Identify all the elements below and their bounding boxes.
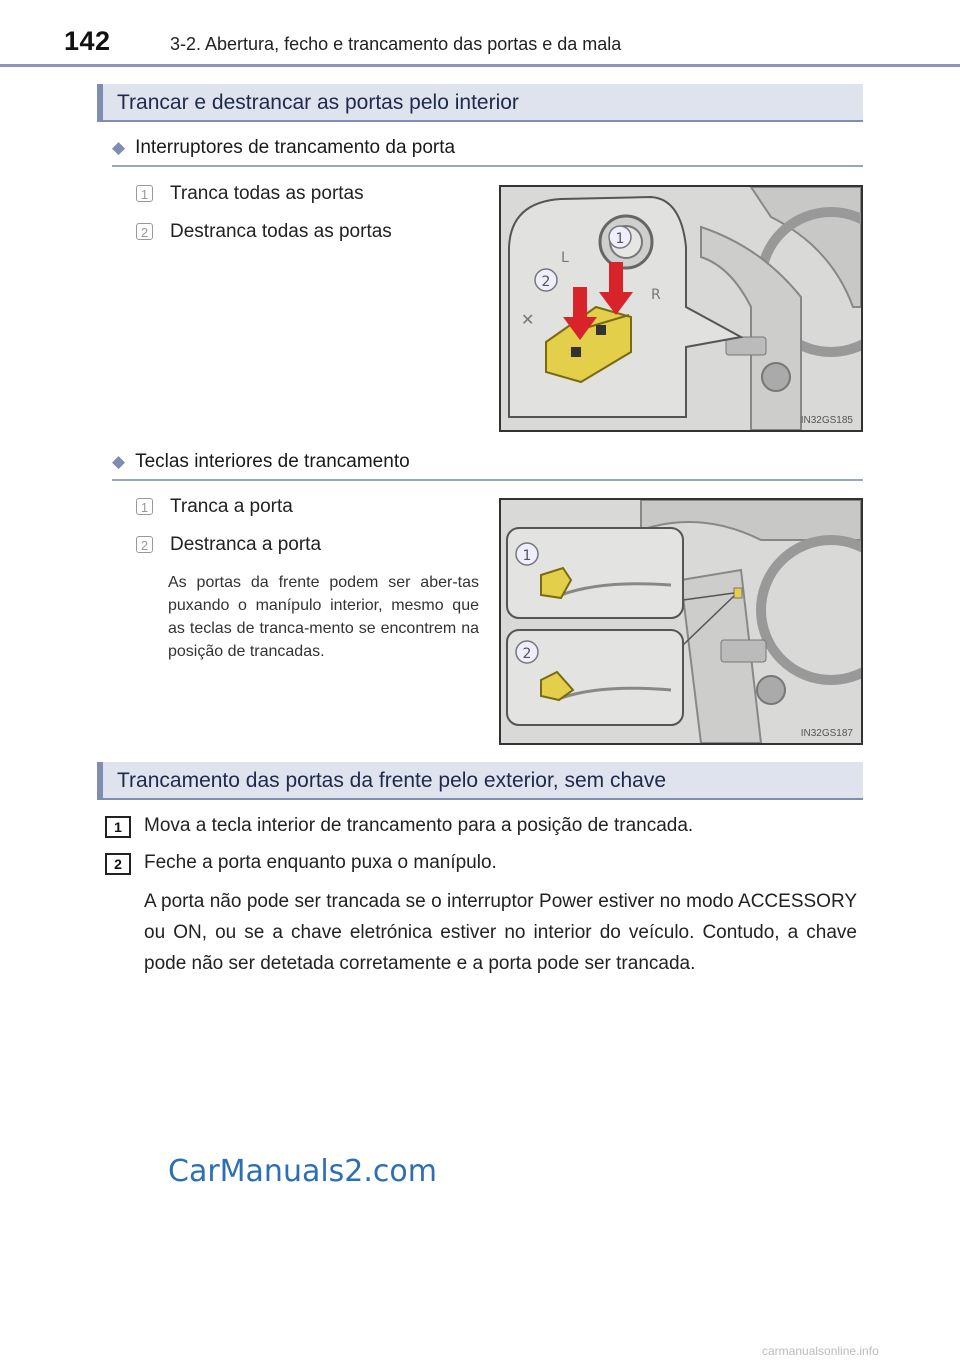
step-text: Feche a porta enquanto puxa o manípulo. (144, 852, 497, 873)
figure-callout: 1 (615, 231, 625, 247)
diamond-icon: ◆ (112, 452, 126, 471)
legend-number: 1 (136, 185, 153, 202)
section-title: Trancar e destrancar as portas pelo interior (117, 91, 519, 114)
legend-number: 2 (136, 223, 153, 240)
header-rule (0, 64, 960, 67)
diamond-icon: ◆ (112, 138, 126, 157)
section-title: Trancamento das portas da frente pelo exterior, sem chave (117, 769, 667, 792)
subheading-rule (112, 479, 863, 481)
note-text: As portas da frente podem ser aber-tas puxando o manípulo interior, mesmo que as teclas de tranca-mento se encontrem na posição de trancadas. (168, 574, 479, 660)
door-lock-switch-drawing (501, 187, 861, 430)
subheading-text: Interruptores de trancamento da porta (135, 137, 456, 158)
figure-callout: 1 (522, 548, 532, 564)
legend-item-unlock-door: Destranca a porta (170, 534, 322, 555)
watermark-top: CarManuals2.com (168, 1154, 438, 1189)
legend-item-lock-door: Tranca a porta (170, 496, 293, 517)
subheading-rule (112, 165, 863, 167)
switch-label-left: L (561, 250, 569, 266)
step-text: Mova a tecla interior de trancamento para a posição de trancada. (144, 815, 694, 836)
legend-item-lock-all: Tranca todas as portas (170, 183, 364, 204)
step-number: 2 (105, 853, 131, 875)
interior-lock-button-illustration (499, 498, 863, 745)
interior-lock-button-drawing (501, 500, 861, 743)
legend-item-unlock-all: Destranca todas as portas (170, 221, 392, 242)
section-heading-interior-locking (97, 84, 863, 122)
watermark-bottom: carmanualsonline.info (762, 1344, 879, 1358)
step-number: 1 (105, 816, 131, 838)
svg-text:✕: ✕ (521, 310, 535, 329)
legend-number: 2 (136, 536, 153, 553)
legend-number: 1 (136, 498, 153, 515)
subheading-interior-lock-buttons (112, 451, 410, 473)
switch-label-right: R (651, 287, 661, 303)
chapter-title: 3-2. Abertura, fecho e trancamento das portas e da mala (170, 34, 622, 54)
door-lock-switch-illustration (499, 185, 863, 432)
figure-callout: 2 (522, 646, 532, 662)
caution-paragraph: A porta não pode ser trancada se o interruptor Power estiver no modo ACCESSORY ou ON, ou se a chave eletrónica estiver no interior do veículo. Contudo, a chave pode não ser detetada corretamente e a porta pode ser trancada. (144, 891, 857, 974)
figure-code: IN32GS185 (800, 415, 853, 426)
figure-code: IN32GS187 (800, 728, 853, 739)
subheading-text: Teclas interiores de trancamento (135, 451, 410, 472)
figure-callout: 2 (541, 274, 551, 290)
section-heading-keyless-front-door-locking (97, 762, 863, 800)
subheading-door-lock-switches (112, 137, 455, 159)
page-number: 142 (64, 26, 111, 56)
